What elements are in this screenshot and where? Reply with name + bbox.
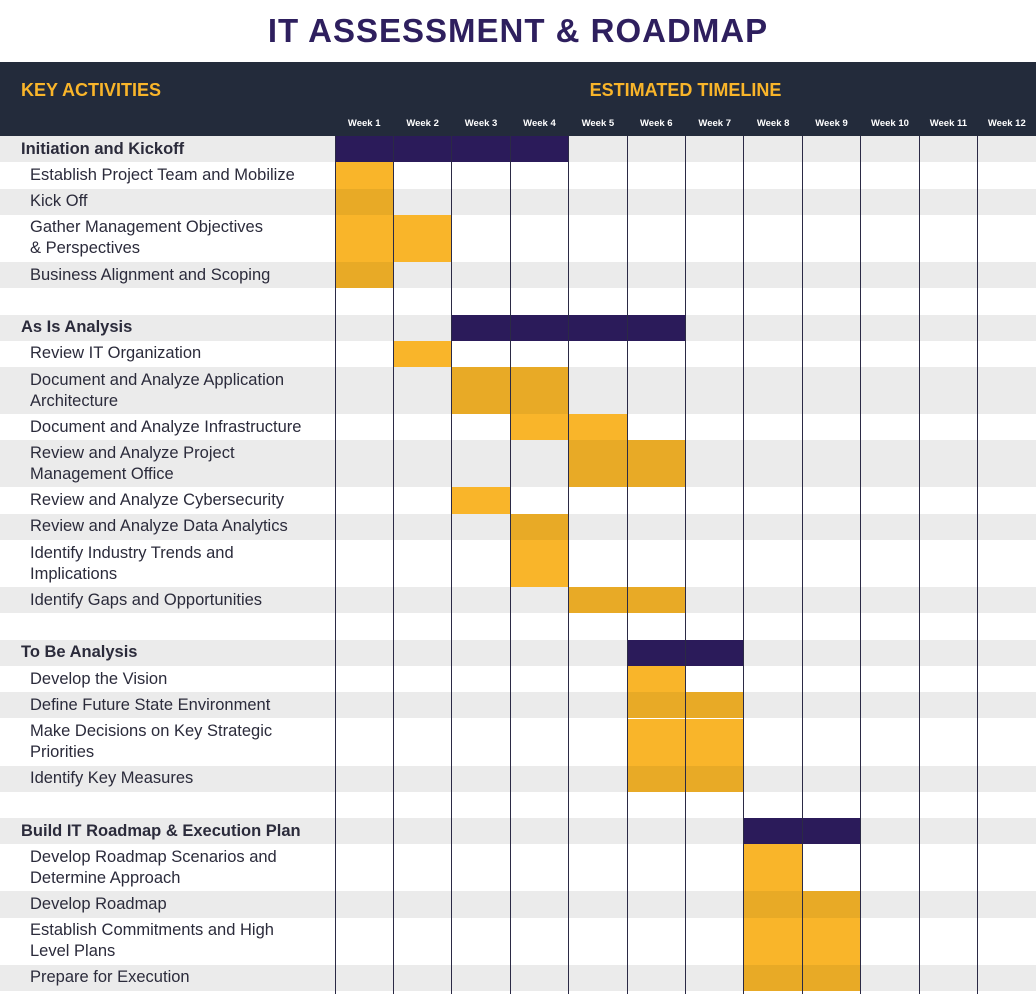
week-label: Week 12 [987, 118, 1026, 129]
phase-bar-segment [393, 136, 451, 162]
task-label: Prepare for Execution [30, 968, 190, 987]
task-bar-segment [802, 891, 860, 917]
task-row [0, 587, 1036, 613]
task-label: Establish Project Team and Mobilize [30, 165, 295, 184]
week-label: Week 4 [523, 118, 556, 129]
phase-bar-segment [744, 818, 802, 844]
task-row [0, 965, 1036, 991]
phase-bar-segment [686, 640, 744, 666]
task-bar-segment [744, 965, 802, 991]
task-label: Develop Roadmap Scenarios and Determine Approach [30, 847, 277, 887]
task-label: Review and Analyze Data Analytics [30, 517, 288, 536]
week-gridline [627, 136, 628, 994]
week-gridline [393, 136, 394, 994]
task-bar-segment [335, 162, 393, 188]
week-gridline [451, 136, 452, 994]
phase-row [0, 315, 1036, 341]
week-label: Week 8 [756, 118, 790, 129]
week-gridline [568, 136, 569, 994]
phase-bar-segment [569, 315, 627, 341]
task-label: Review and Analyze Project Management Office [30, 443, 235, 483]
phase-label: Build IT Roadmap & Execution Plan [21, 821, 301, 840]
task-row [0, 692, 1036, 718]
week-gridline [919, 136, 920, 994]
task-bar-segment [627, 766, 685, 792]
week-label: Week 11 [929, 118, 968, 129]
week-label: Week 5 [581, 118, 615, 129]
task-bar-segment [335, 215, 393, 262]
gantt-grid [0, 136, 1036, 994]
task-bar-segment [335, 262, 393, 288]
task-row [0, 367, 1036, 414]
task-label: Develop the Vision [30, 669, 168, 688]
phase-bar-segment [452, 315, 510, 341]
task-bar-segment [802, 918, 860, 965]
task-label: Review IT Organization [30, 344, 202, 363]
task-bar-segment [510, 540, 568, 587]
task-row [0, 766, 1036, 792]
task-row [0, 414, 1036, 440]
task-row [0, 189, 1036, 215]
week-gridline [335, 136, 336, 994]
phase-row [0, 818, 1036, 844]
week-gridline [743, 136, 744, 994]
task-bar-segment [569, 440, 627, 487]
task-label: Identify Gaps and Opportunities [30, 590, 263, 609]
task-row [0, 540, 1036, 587]
phase-bar-segment [802, 818, 860, 844]
task-bar-segment [627, 719, 685, 766]
phase-bar-segment [510, 136, 568, 162]
task-label: Define Future State Environment [30, 695, 271, 714]
task-bar-segment [686, 719, 744, 766]
phase-label: Initiation and Kickoff [21, 139, 185, 158]
task-bar-segment [627, 587, 685, 613]
task-label: Make Decisions on Key Strategic Priorities [30, 722, 273, 761]
timeline-header [0, 62, 1036, 136]
task-bar-segment [686, 692, 744, 718]
week-gridline [685, 136, 686, 994]
phase-row [0, 640, 1036, 666]
phase-bar-segment [335, 136, 393, 162]
week-gridline [860, 136, 861, 994]
task-label: Identify Industry Trends and Implications [30, 543, 234, 583]
task-bar-segment [569, 414, 627, 440]
task-label: Review and Analyze Cybersecurity [30, 491, 285, 510]
task-bar-segment [393, 341, 451, 367]
task-row [0, 514, 1036, 540]
task-label: Gather Management Objectives & Perspectives [30, 218, 263, 258]
phase-bar-segment [510, 315, 568, 341]
task-row [0, 262, 1036, 288]
phase-bar-segment [627, 640, 685, 666]
estimated-timeline-heading: ESTIMATED TIMELINE [589, 80, 782, 100]
task-bar-segment [686, 766, 744, 792]
week-label: Week 7 [698, 118, 731, 129]
task-label: Document and Analyze Infrastructure [30, 417, 302, 436]
task-bar-segment [510, 514, 568, 540]
task-bar-segment [627, 440, 685, 487]
task-bar-segment [627, 692, 685, 718]
task-row [0, 918, 1036, 965]
task-bar-segment [335, 189, 393, 215]
task-row [0, 844, 1036, 891]
task-label: Establish Commitments and High Level Plans [30, 921, 274, 961]
phase-label: To Be Analysis [21, 643, 138, 662]
week-label: Week 9 [815, 118, 848, 129]
phase-row [0, 136, 1036, 162]
task-bar-segment [569, 587, 627, 613]
task-row [0, 666, 1036, 692]
task-label: Kick Off [30, 192, 88, 211]
task-row [0, 215, 1036, 262]
task-label: Develop Roadmap [30, 895, 167, 914]
page-title: IT ASSESSMENT & ROADMAP [267, 12, 769, 49]
week-label: Week 3 [464, 118, 498, 129]
week-label: Week 10 [871, 118, 909, 129]
task-row [0, 891, 1036, 917]
task-bar-segment [627, 666, 685, 692]
task-bar-segment [510, 414, 568, 440]
week-label: Week 6 [640, 118, 673, 129]
task-bar-segment [744, 918, 802, 965]
task-bar-segment [452, 367, 510, 414]
task-label: Identify Key Measures [30, 769, 194, 788]
task-bar-segment [510, 367, 568, 414]
task-bar-segment [744, 891, 802, 917]
week-label: Week 2 [406, 118, 439, 129]
task-bar-segment [452, 487, 510, 513]
week-gridline [802, 136, 803, 994]
phase-bar-segment [452, 136, 510, 162]
week-gridline [510, 136, 511, 994]
spacer-row [0, 613, 1036, 639]
spacer-row [0, 288, 1036, 314]
week-gridline [977, 136, 978, 994]
task-label: Document and Analyze Application Architecture [30, 370, 285, 410]
task-bar-segment [744, 844, 802, 891]
phase-bar-segment [627, 315, 685, 341]
task-label: Business Alignment and Scoping [30, 265, 271, 284]
key-activities-heading: KEY ACTIVITIES [21, 80, 162, 100]
task-row [0, 341, 1036, 367]
task-row [0, 487, 1036, 513]
phase-label: As Is Analysis [21, 318, 133, 337]
week-label: Week 1 [347, 118, 381, 129]
task-row [0, 440, 1036, 487]
task-bar-segment [393, 215, 451, 262]
task-row [0, 719, 1036, 766]
task-bar-segment [802, 965, 860, 991]
spacer-row [0, 792, 1036, 818]
task-row [0, 162, 1036, 188]
